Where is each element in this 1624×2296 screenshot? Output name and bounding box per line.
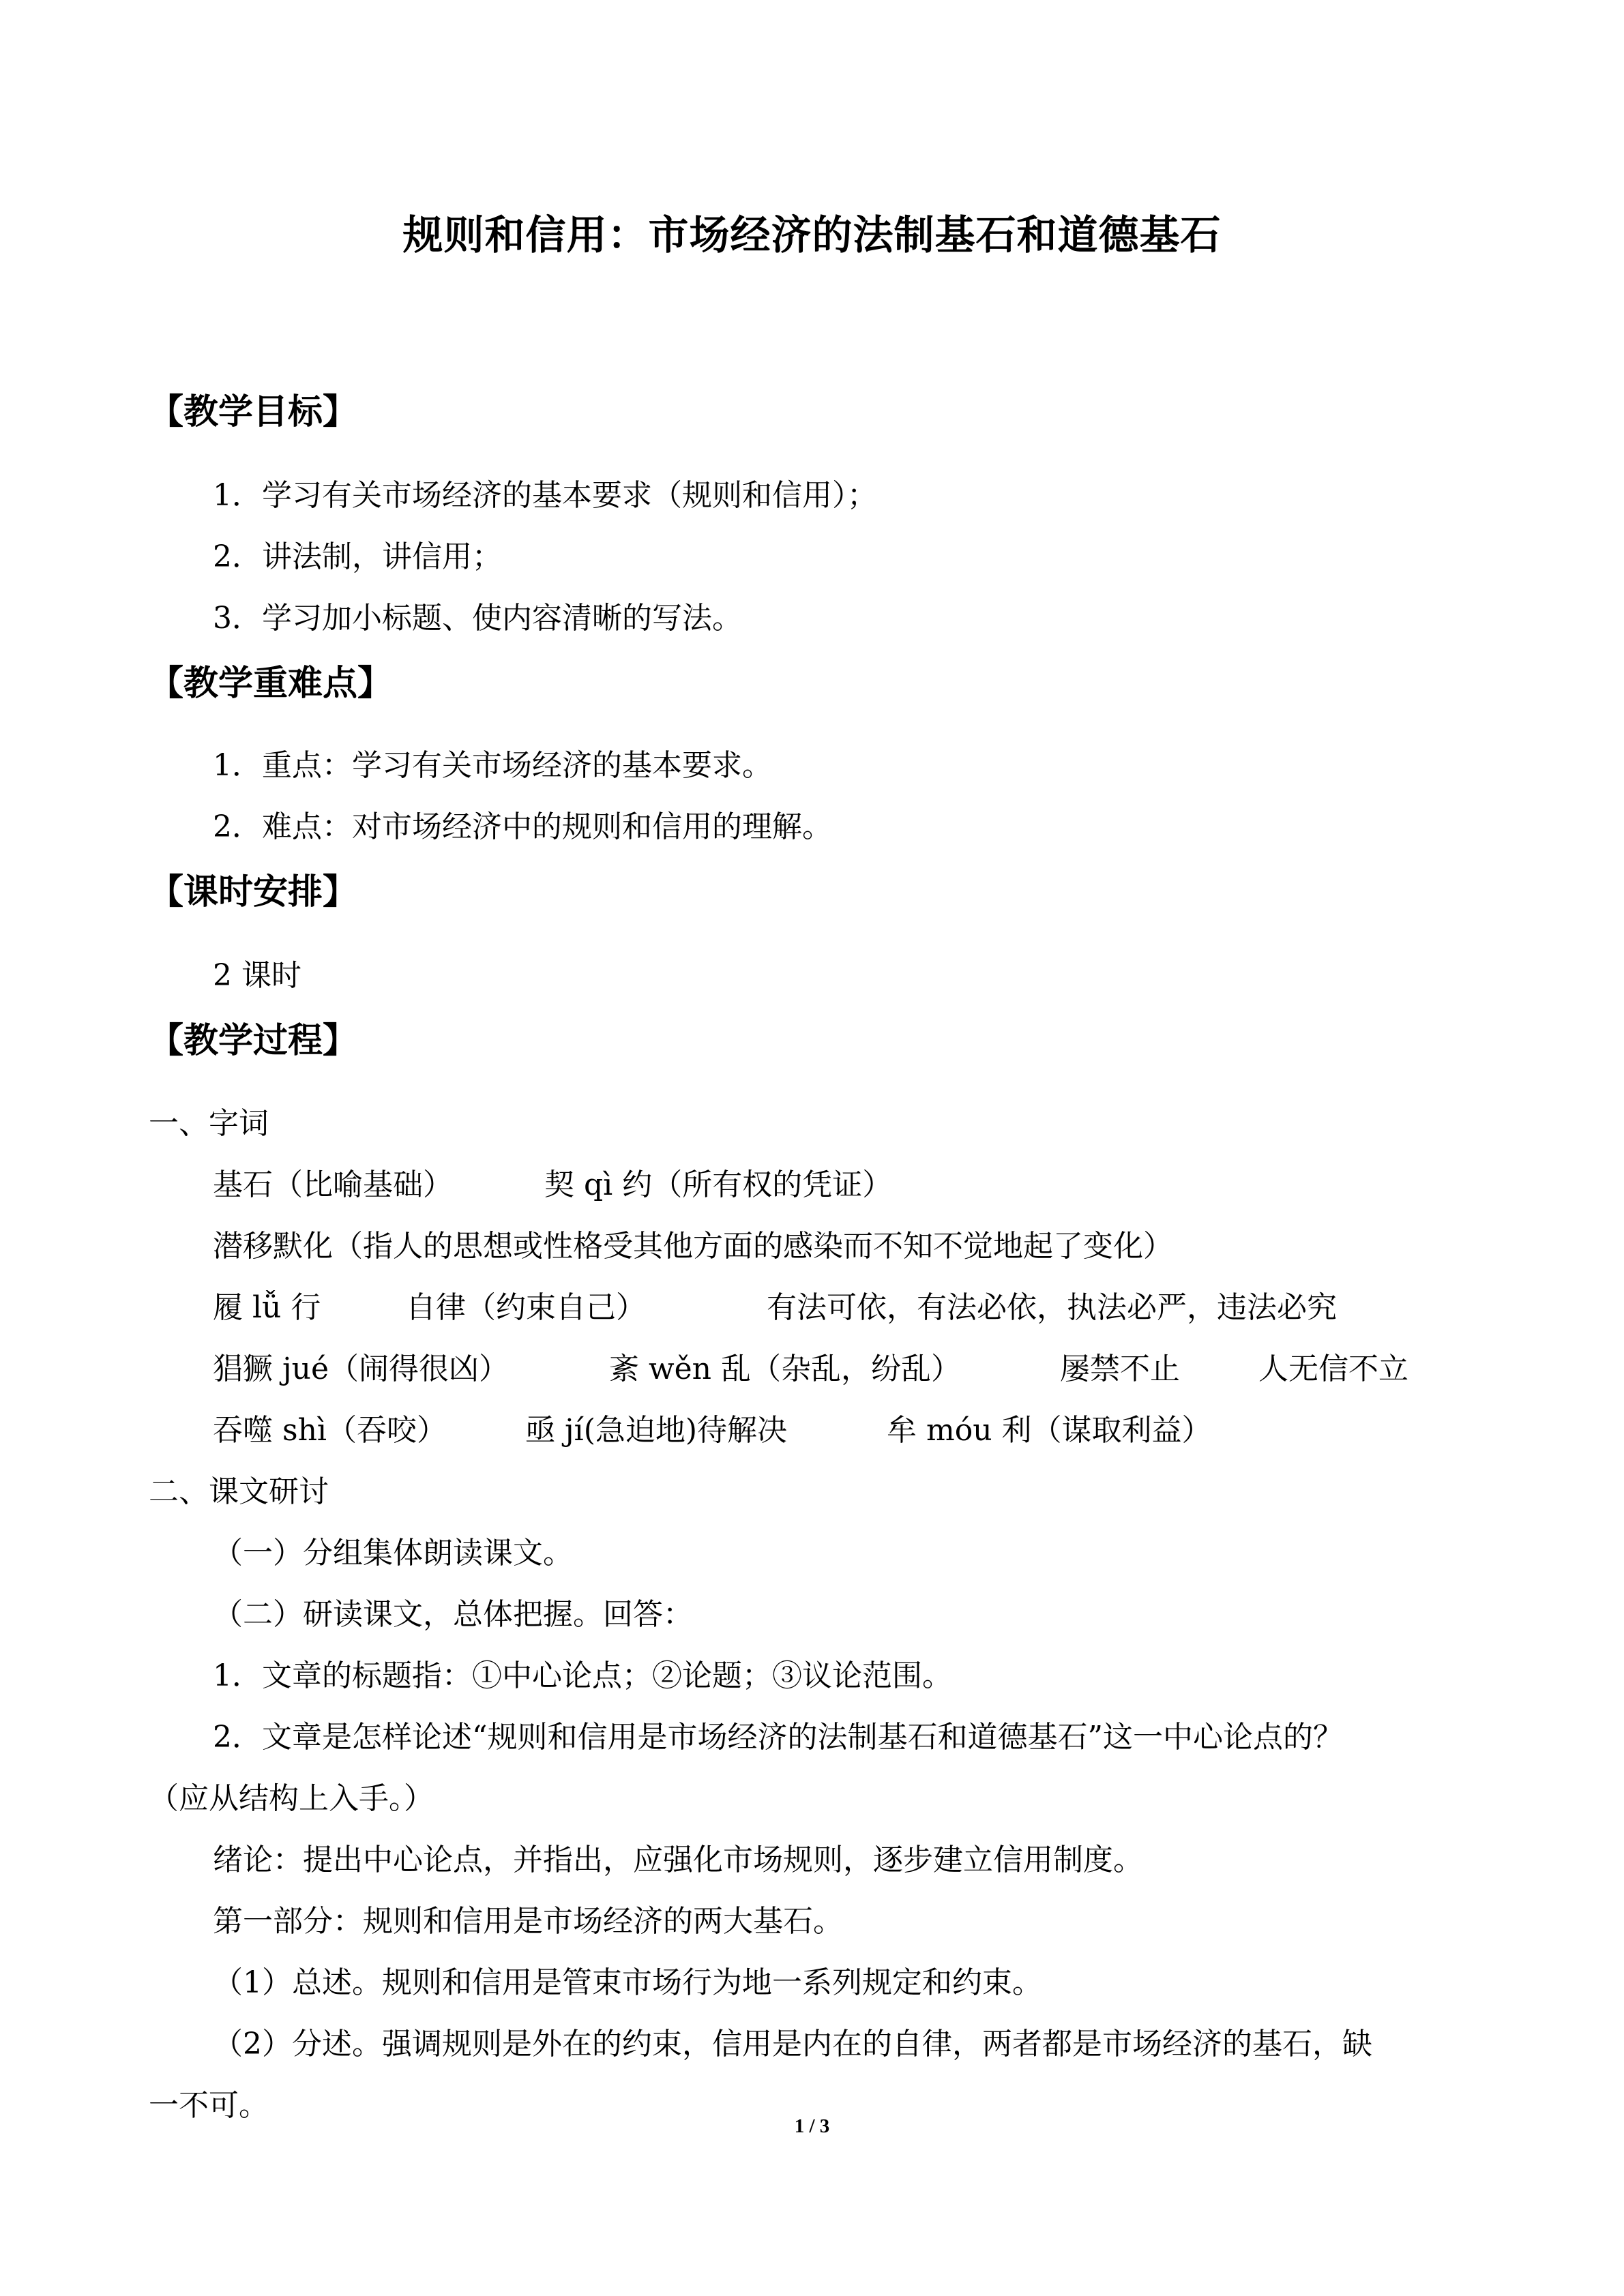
heading-schedule: 【课时安排】 <box>149 872 358 912</box>
vocab-term: 亟 jí(急迫地)待解决 <box>525 1413 788 1448</box>
process-line: （应从结构上入手。） <box>149 1781 434 1816</box>
schedule-text: 2 课时 <box>213 958 301 993</box>
process-line: 一不可。 <box>149 2088 269 2123</box>
part2-title: 二、课文研讨 <box>149 1474 329 1509</box>
goal-item: 3．学习加小标题、使内容清晰的写法。 <box>213 601 742 636</box>
heading-process: 【教学过程】 <box>149 1021 358 1061</box>
vocab-term: 吞噬 shì（吞咬） <box>213 1413 447 1448</box>
vocab-term: 牟 móu 利（谋取利益） <box>887 1413 1212 1448</box>
vocab-term: 自律（约束自己） <box>406 1290 646 1325</box>
process-line: （2）分述。强调规则是外在的约束，信用是内在的自律，两者都是市场经济的基石，缺 <box>213 2027 1372 2061</box>
document-title: 规则和信用：市场经济的法制基石和道德基石 <box>402 211 1222 258</box>
heading-teaching-goals: 【教学目标】 <box>149 392 358 432</box>
heading-key-points: 【教学重难点】 <box>149 664 393 704</box>
vocab-term: 履 lǚ 行 <box>213 1290 321 1325</box>
process-line: （1）总述。规则和信用是管束市场行为地一系列规定和约束。 <box>213 1965 1042 2000</box>
process-line: 绪论：提出中心论点，并指出，应强化市场规则，逐步建立信用制度。 <box>213 1843 1143 1877</box>
vocab-term: 基石（比喻基础） <box>213 1167 453 1202</box>
process-line: 1．文章的标题指：①中心论点；②论题；③议论范围。 <box>213 1658 952 1693</box>
goal-item: 1．学习有关市场经济的基本要求（规则和信用）； <box>213 478 877 513</box>
vocab-term: 猖獗 jué（闹得很凶） <box>213 1352 510 1386</box>
goal-item: 2．讲法制，讲信用； <box>213 539 502 574</box>
keypoint-item: 1．重点：学习有关市场经济的基本要求。 <box>213 748 772 783</box>
vocab-term: 紊 wěn 乱（杂乱，纷乱） <box>609 1352 962 1386</box>
process-line: 2．文章是怎样论述“规则和信用是市场经济的法制基石和道德基石”这一中心论点的？ <box>213 1720 1343 1755</box>
process-line: （二）研读课文，总体把握。回答： <box>213 1597 693 1632</box>
keypoint-item: 2．难点：对市场经济中的规则和信用的理解。 <box>213 809 832 844</box>
page-number: 1 / 3 <box>794 2115 830 2137</box>
process-line: （一）分组集体朗读课文。 <box>213 1536 573 1570</box>
process-line: 第一部分：规则和信用是市场经济的两大基石。 <box>213 1904 843 1939</box>
vocab-term: 屡禁不止 <box>1060 1352 1180 1386</box>
vocab-term: 契 qì 约（所有权的凭证） <box>544 1167 893 1202</box>
vocab-term: 人无信不立 <box>1258 1352 1408 1386</box>
vocab-term: 有法可依，有法必依，执法必严，违法必究 <box>767 1290 1337 1325</box>
part1-title: 一、字词 <box>149 1106 269 1141</box>
vocab-term: 潜移默化（指人的思想或性格受其他方面的感染而不知不觉地起了变化） <box>213 1229 1173 1264</box>
